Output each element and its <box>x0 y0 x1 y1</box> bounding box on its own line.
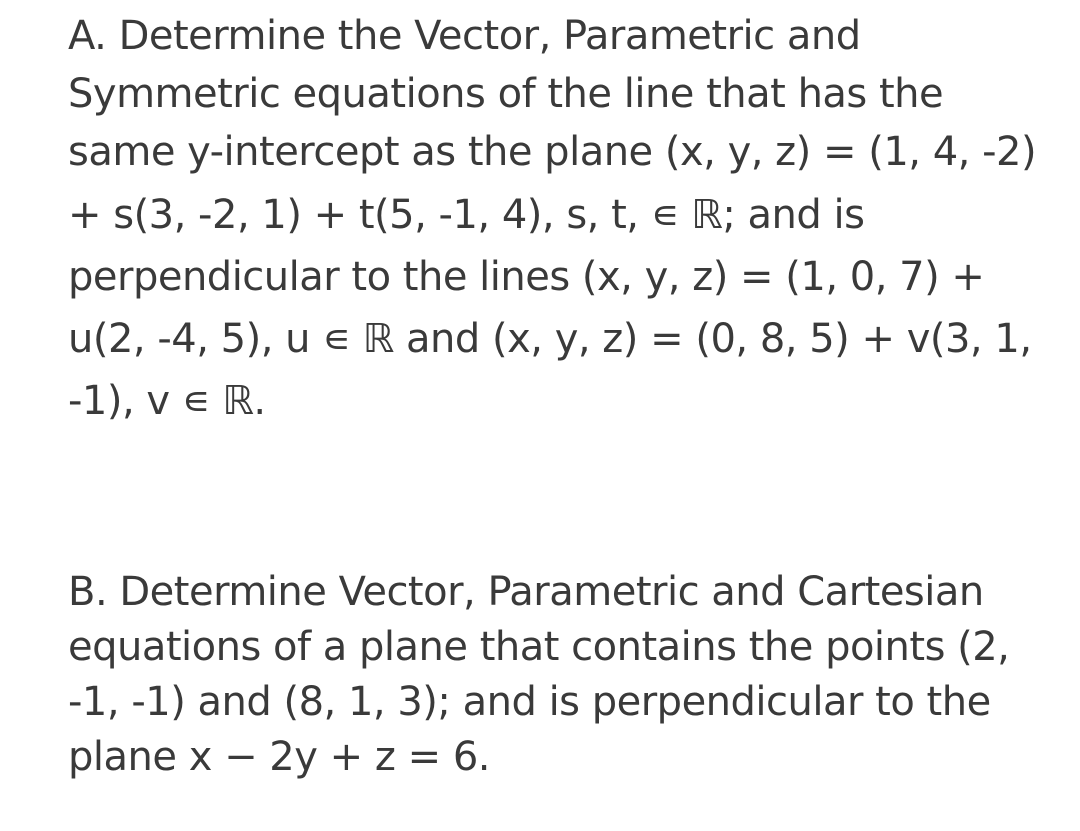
problem-a-line-5: perpendicular to the lines (x, y, z) = (1, 0, 7) + <box>68 254 985 300</box>
problem-a-line-2: Symmetric equations of the line that has the <box>68 71 944 117</box>
problem-b-line-3: -1, -1) and (8, 1, 3); and is perpendicular to the <box>68 679 991 725</box>
problem-b-line-1: B. Determine Vector, Parametric and Cartesian <box>68 569 984 615</box>
problem-b-line-4: plane x − 2y + z = 6. <box>68 734 490 780</box>
problem-a-line-3: same y-intercept as the plane (x, y, z) = (1, 4, -2) <box>68 129 1037 175</box>
problem-a-text <box>68 10 1068 432</box>
problem-a-line-1: A. Determine the Vector, Parametric and <box>68 13 861 59</box>
problem-b-line-2: equations of a plane that contains the points (2, <box>68 624 1010 670</box>
problem-a-line-7: -1), v ∊ ℝ. <box>68 378 266 424</box>
problem-b-text <box>68 566 1068 786</box>
problem-a-line-6: u(2, -4, 5), u ∊ ℝ and (x, y, z) = (0, 8, 5) + v(3, 1, <box>68 316 1032 362</box>
problem-a-line-4: + s(3, -2, 1) + t(5, -1, 4), s, t, ∊ ℝ; and is <box>68 192 865 238</box>
